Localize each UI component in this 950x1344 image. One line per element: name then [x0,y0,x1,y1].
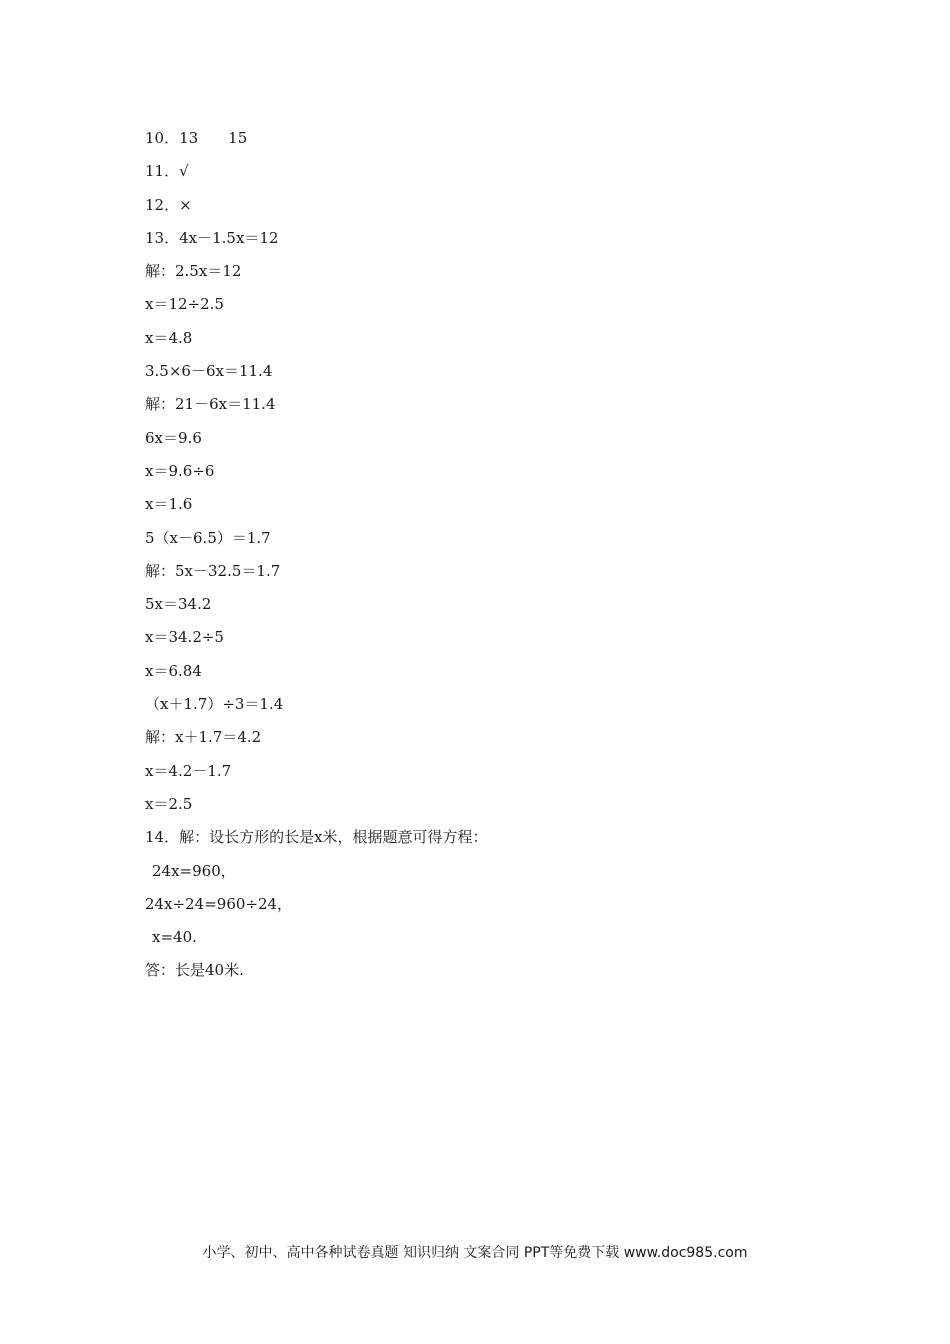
answer-line: x＝4.2－1.7 [145,761,232,780]
answer-line: 解：x＋1.7＝4.2 [145,728,262,747]
answer-line: x＝1.6 [145,495,193,514]
answer-line: x＝12÷2.5 [145,295,224,314]
answer-list [145,124,845,990]
footer-watermark: 小学、初中、高中各种试卷真题 知识归纳 文案合同 PPT等免费下载 www.doc985.com [202,1245,748,1261]
answer-line: 5（x－6.5）＝1.7 [145,528,271,547]
answer-line: 24x=960， [152,861,236,880]
answer-line: x＝9.6÷6 [145,461,215,480]
answer-line: 5x＝34.2 [145,595,212,614]
answer-line: x＝6.84 [145,661,202,680]
answer-line: 解：21－6x＝11.4 [145,395,276,414]
answer-line: x=40. [152,928,197,947]
answer-line: 10．13 15 [145,129,248,147]
answer-line: 13．4x－1.5x＝12 [145,228,279,247]
answer-line: 答：长是40米. [145,961,244,980]
answer-line: 14．解：设长方形的长是x米，根据题意可得方程： [145,828,488,847]
answer-line: x＝34.2÷5 [145,628,224,647]
answer-line: 24x÷24=960÷24， [145,894,293,913]
answer-line: 12．× [145,195,192,214]
answer-line: 解：5x－32.5＝1.7 [145,561,281,580]
answer-line: x＝4.8 [145,328,193,347]
answer-line: 3.5×6－6x＝11.4 [145,362,273,381]
answer-line: 6x＝9.6 [145,428,202,447]
answer-line: 11．√ [145,162,189,181]
answer-line: 解：2.5x＝12 [145,262,242,281]
answer-line: x＝2.5 [145,794,193,813]
answer-line: （x＋1.7）÷3＝1.4 [145,695,284,714]
